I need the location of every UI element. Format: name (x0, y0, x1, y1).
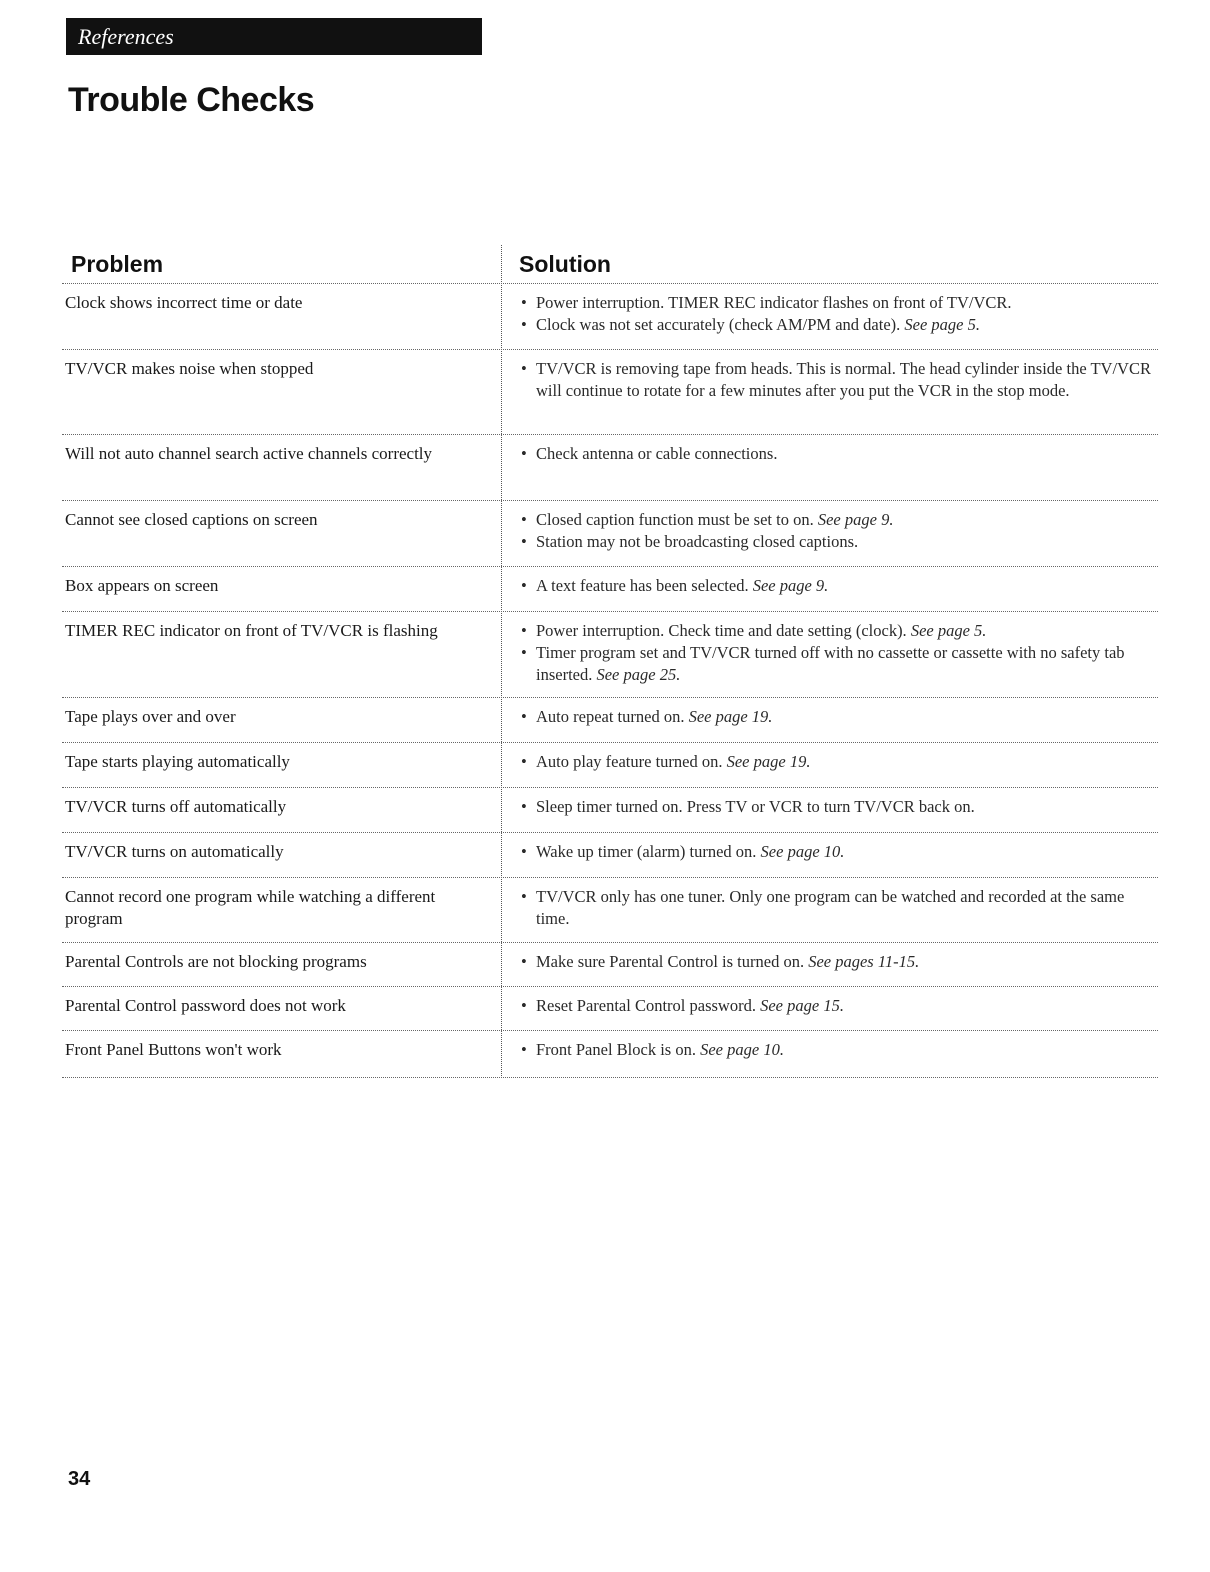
problem-cell: TV/VCR makes noise when stopped (65, 359, 314, 378)
page-reference: See page 9. (817, 510, 894, 529)
bullet-icon: • (521, 752, 527, 771)
solution-list (521, 509, 1154, 553)
solution-text: TV/VCR only has one tuner. Only one program can be watched and recorded at the same time. (536, 887, 1125, 928)
problem-cell: Will not auto channel search active channels correctly (65, 444, 433, 463)
solution-item (521, 886, 1154, 930)
solution-cell (502, 620, 1158, 697)
problem-cell: Cannot record one program while watching a different program (65, 887, 436, 928)
solution-cell (502, 509, 1158, 566)
solution-list (521, 951, 1154, 973)
solution-item (521, 951, 1154, 973)
problem-cell: Tape plays over and over (65, 707, 236, 726)
table-row (62, 788, 1158, 833)
solution-text: Station may not be broadcasting closed captions. (536, 532, 859, 551)
solution-text: A text feature has been selected. (536, 576, 749, 595)
table-row (62, 501, 1158, 567)
solution-cell (502, 841, 1158, 877)
table-row (62, 943, 1158, 987)
problem-cell: TIMER REC indicator on front of TV/VCR is flashing (65, 621, 438, 640)
table-header (62, 245, 1158, 284)
bullet-icon: • (521, 315, 527, 334)
problem-cell: TV/VCR turns on automatically (65, 842, 284, 861)
solution-text: TV/VCR is removing tape from heads. This is normal. The head cylinder inside the TV/VCR will continue to rotate for a few minutes after you put the VCR in the stop mode. (536, 359, 1151, 400)
problem-cell: Tape starts playing automatically (65, 752, 290, 771)
solution-text: Power interruption. TIMER REC indicator flashes on front of TV/VCR. (536, 293, 1012, 312)
trouble-checks-table (62, 245, 1158, 1078)
solution-cell (502, 575, 1158, 611)
solution-item (521, 531, 1154, 553)
solution-list (521, 575, 1154, 597)
page-reference: See page 19. (688, 707, 773, 726)
bullet-icon: • (521, 359, 527, 378)
problem-cell: Box appears on screen (65, 576, 219, 595)
solution-text: Timer program set and TV/VCR turned off with no cassette or cassette with no safety tab inserted. (536, 643, 1125, 684)
bullet-icon: • (521, 996, 527, 1015)
solution-cell (502, 886, 1158, 942)
solution-list (521, 443, 1154, 465)
solution-item (521, 1039, 1154, 1061)
solution-item (521, 706, 1154, 728)
table-body (62, 284, 1158, 1078)
section-header-bar (66, 18, 482, 55)
section-label: References (78, 24, 174, 49)
bullet-icon: • (521, 444, 527, 463)
bullet-icon: • (521, 532, 527, 551)
solution-text: Auto play feature turned on. (536, 752, 723, 771)
table-row (62, 612, 1158, 698)
solution-list (521, 796, 1154, 818)
bullet-icon: • (521, 797, 527, 816)
solution-item (521, 620, 1154, 642)
page-reference: See page 19. (726, 752, 811, 771)
table-row (62, 878, 1158, 943)
solution-cell (502, 292, 1158, 349)
bullet-icon: • (521, 621, 527, 640)
table-row (62, 567, 1158, 612)
bullet-icon: • (521, 1040, 527, 1059)
solution-item (521, 292, 1154, 314)
solution-item (521, 443, 1154, 465)
solution-column-header: Solution (519, 251, 611, 277)
bullet-icon: • (521, 707, 527, 726)
page-number: 34 (68, 1468, 91, 1490)
page-reference: See page 5. (904, 315, 980, 334)
table-row (62, 284, 1158, 350)
problem-cell: Front Panel Buttons won't work (65, 1040, 282, 1059)
solution-cell (502, 358, 1158, 434)
solution-text: Check antenna or cable connections. (536, 444, 778, 463)
solution-text: Front Panel Block is on. (536, 1040, 696, 1059)
problem-cell: Cannot see closed captions on screen (65, 510, 318, 529)
solution-text: Auto repeat turned on. (536, 707, 685, 726)
solution-list (521, 841, 1154, 863)
solution-text: Make sure Parental Control is turned on. (536, 952, 805, 971)
solution-item (521, 841, 1154, 863)
solution-text: Closed caption function must be set to on. (536, 510, 814, 529)
bullet-icon: • (521, 293, 527, 312)
solution-list (521, 706, 1154, 728)
solution-list (521, 358, 1154, 402)
solution-text: Clock was not set accurately (check AM/PM and date). (536, 315, 901, 334)
solution-text: Power interruption. Check time and date setting (clock). (536, 621, 907, 640)
solution-list (521, 751, 1154, 773)
solution-cell (502, 951, 1158, 986)
page-reference: See page 25. (596, 665, 681, 684)
page-reference: See page 15. (760, 996, 844, 1015)
solution-list (521, 886, 1154, 930)
solution-item (521, 995, 1154, 1017)
solution-cell (502, 751, 1158, 787)
solution-item (521, 358, 1154, 402)
table-row (62, 987, 1158, 1031)
solution-item (521, 575, 1154, 597)
table-row (62, 743, 1158, 788)
table-row (62, 833, 1158, 878)
page-reference: See page 10. (760, 842, 845, 861)
problem-cell: Parental Control password does not work (65, 996, 346, 1015)
solution-item (521, 314, 1154, 336)
bullet-icon: • (521, 842, 527, 861)
solution-list (521, 292, 1154, 336)
bullet-icon: • (521, 952, 527, 971)
solution-list (521, 1039, 1154, 1061)
bullet-icon: • (521, 576, 527, 595)
solution-text: Sleep timer turned on. Press TV or VCR to turn TV/VCR back on. (536, 797, 975, 816)
solution-cell (502, 443, 1158, 500)
page-reference: See page 5. (910, 621, 987, 640)
solution-cell (502, 995, 1158, 1030)
bullet-icon: • (521, 510, 527, 529)
page-reference: See page 9. (752, 576, 829, 595)
bullet-icon: • (521, 643, 527, 662)
solution-cell (502, 706, 1158, 742)
page-reference: See pages 11-15. (808, 952, 920, 971)
solution-text: Reset Parental Control password. (536, 996, 756, 1015)
problem-cell: TV/VCR turns off automatically (65, 797, 287, 816)
solution-item (521, 796, 1154, 818)
solution-cell (502, 796, 1158, 832)
solution-cell (502, 1039, 1158, 1077)
solution-list (521, 620, 1154, 686)
table-row (62, 350, 1158, 435)
page-title: Trouble Checks (68, 81, 315, 119)
table-row (62, 1031, 1158, 1078)
solution-item (521, 751, 1154, 773)
page-reference: See page 10. (700, 1040, 784, 1059)
solution-list (521, 995, 1154, 1017)
table-row (62, 435, 1158, 501)
problem-cell: Parental Controls are not blocking programs (65, 952, 367, 971)
solution-item (521, 509, 1154, 531)
bullet-icon: • (521, 887, 527, 906)
problem-cell: Clock shows incorrect time or date (65, 293, 303, 312)
solution-item (521, 642, 1154, 686)
solution-text: Wake up timer (alarm) turned on. (536, 842, 757, 861)
problem-column-header: Problem (71, 251, 164, 277)
table-row (62, 698, 1158, 743)
